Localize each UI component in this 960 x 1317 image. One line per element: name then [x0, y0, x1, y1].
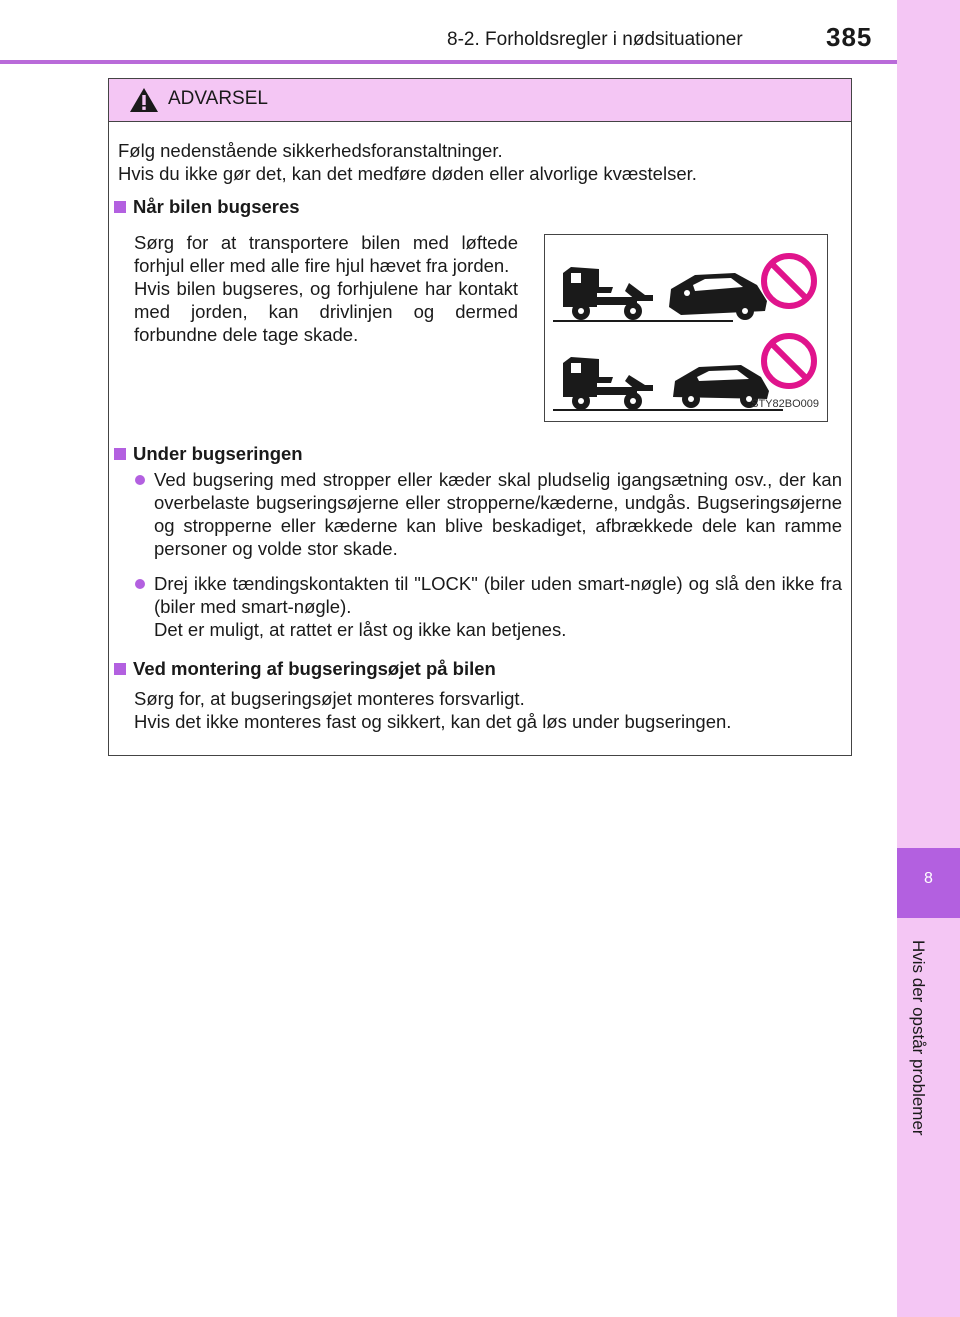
- square-bullet-icon: [114, 663, 126, 675]
- warning-box: [108, 78, 852, 756]
- square-bullet-icon: [114, 448, 126, 460]
- warning-label: ADVARSEL: [168, 88, 268, 109]
- page-number: 385: [826, 22, 873, 52]
- towing-text: Sørg for at transportere bilen med løftede forhjul eller med alle fire hjul hævet fra jorden. Hvis bilen bugseres, og forhjulene har kontakt med jorden, kan drivlinjen og dermed forbundne dele tage skade.: [134, 232, 518, 345]
- warning-intro: [118, 139, 838, 185]
- towing-illustration: [544, 234, 828, 422]
- intro-line-1: Følg nedenstående sikkerhedsforanstaltninger.: [118, 140, 503, 161]
- intro-line-2: Hvis du ikke gør det, kan det medføre døden eller alvorlige kvæstelser.: [118, 163, 697, 184]
- warning-content: [109, 122, 851, 755]
- chapter-number: 8: [924, 870, 933, 887]
- warning-header: [109, 79, 851, 122]
- page-header-title: 8-2. Forholdsregler i nødsituationer: [447, 29, 743, 50]
- round-bullet-icon: [135, 475, 145, 485]
- header-divider: [0, 60, 897, 64]
- side-tab: [897, 0, 960, 1317]
- bullet-text-2: Drej ikke tændingskontakten til "LOCK" (biler uden smart-nøgle) og slå den ikke fra (biler med smart-nøgle). Det er muligt, at rattet er låst og ikke kan betjenes.: [154, 573, 842, 640]
- section-heading-tow-eyelet: Ved montering af bugseringsøjet på bilen: [114, 657, 496, 680]
- section-heading-towing: Når bilen bugseres: [114, 195, 300, 218]
- warning-triangle-icon: [129, 87, 159, 113]
- tow-eyelet-text: Sørg for, at bugseringsøjet monteres forsvarligt. Hvis det ikke monteres fast og sikkert, kan det gå løs under bugseringen.: [134, 688, 732, 732]
- bullet-text-1: Ved bugsering med stropper eller kæder skal pludselig igangsætning osv., der kan overbelaste bugseringsøjerne eller stropperne/kæderne, undgås. Bugseringsøjerne og stropperne eller kæderne kan blive beskadiget, afbrækkede dele kan ramme personer og volde stor skade.: [154, 469, 842, 559]
- square-bullet-icon: [114, 201, 126, 213]
- section-heading-during-towing: Under bugseringen: [114, 442, 303, 465]
- illustration-code: STY82BO009: [751, 398, 819, 410]
- chapter-title: Hvis der opstår problemer: [909, 940, 928, 1136]
- round-bullet-icon: [135, 579, 145, 589]
